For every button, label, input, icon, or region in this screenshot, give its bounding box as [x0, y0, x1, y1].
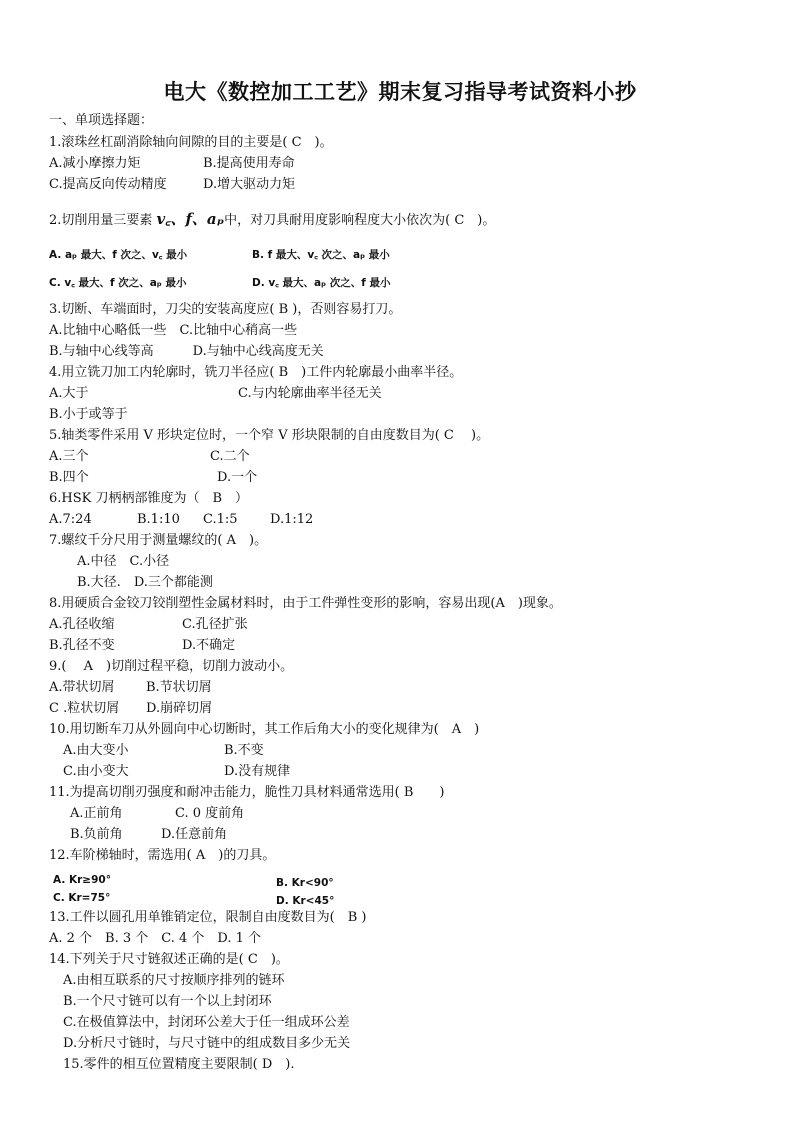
q2-stem-post: 中，对刀具耐用度影响程度大小依次为( C )。	[224, 213, 496, 228]
question-4: 4.用立铣刀加工内轮廓时，铣刀半径应( B )工件内轮廓最小曲率半径。	[49, 365, 463, 380]
q11-option-d: D.任意前角	[161, 827, 228, 842]
q6-option-c: C.1:5	[203, 512, 238, 527]
q14-option-a: A.由相互联系的尺寸按顺序排列的链环	[63, 973, 285, 988]
q2-option-d: D. v꜀ 最大、aₚ 次之、f 最小	[252, 277, 391, 289]
q8-option-a: A.孔径收缩	[49, 617, 115, 632]
q8-option-d: D.不确定	[182, 638, 236, 653]
q9-option-c: C .粒状切屑	[49, 701, 120, 716]
q14-option-b: B.一个尺寸链可以有一个以上封闭环	[63, 994, 272, 1009]
q12-option-d: D. Kr<45°	[276, 895, 335, 907]
q10-option-b: B.不变	[224, 743, 264, 758]
q10-option-a: A.由大变小	[63, 743, 129, 758]
q10-option-d: D.没有规律	[224, 764, 291, 779]
q6-option-d: D.1:12	[270, 512, 314, 527]
q14-option-c: C.在极值算法中，封闭环公差大于任一组成环公差	[63, 1015, 350, 1030]
q4-option-c: C.与内轮廓曲率半径无关	[238, 386, 382, 401]
q2-option-c: C. v꜀ 最大、f 次之、aₚ 最小	[49, 277, 187, 289]
q2-symbols: v꜀、f、aₚ	[156, 210, 225, 228]
q5-option-c: C.二个	[210, 449, 250, 464]
question-9: 9.( A )切削过程平稳，切削力波动小。	[49, 659, 294, 674]
question-15: 15.零件的相互位置精度主要限制( D ).	[63, 1057, 295, 1072]
q2-option-a: A. aₚ 最大、f 次之、v꜀ 最小	[49, 249, 188, 261]
q8-option-c: C.孔径扩张	[182, 617, 248, 632]
q6-option-a: A.7:24	[49, 512, 92, 527]
q4-option-a: A.大于	[49, 386, 89, 401]
q1-option-b: B.提高使用寿命	[203, 156, 295, 171]
question-11: 11.为提高切削刃强度和耐冲击能力，脆性刀具材料通常选用( B )	[49, 785, 445, 800]
q1-option-c: C.提高反向传动精度	[49, 177, 167, 192]
q12-option-c: C. Kr=75°	[53, 892, 111, 904]
q3-options-bd: B.与轴中心线等高 D.与轴中心线高度无关	[49, 344, 324, 359]
question-3: 3.切断、车端面时，刀尖的安装高度应( B )，否则容易打刀。	[49, 302, 402, 317]
q2-stem-pre: 2.切削用量三要素	[49, 213, 153, 228]
section-heading: 一、单项选择题：	[49, 113, 154, 128]
q9-option-d: D.崩碎切屑	[146, 701, 213, 716]
q9-option-a: A.带状切屑	[49, 680, 115, 695]
question-6: 6.HSK 刀柄柄部锥度为（ B ）	[49, 491, 249, 506]
q12-option-a: A. Kr≥90°	[53, 874, 111, 886]
q11-option-b: B.负前角	[70, 827, 123, 842]
question-2	[49, 211, 495, 229]
q11-option-c: C. 0 度前角	[175, 806, 245, 821]
q7-options-bd: B.大径. D.三个都能测	[77, 575, 213, 590]
question-7: 7.螺纹千分尺用于测量螺纹的( A )。	[49, 533, 268, 548]
question-5: 5.轴类零件采用 V 形块定位时，一个窄 V 形块限制的自由度数目为( C )。	[49, 428, 490, 443]
q10-option-c: C.由小变大	[63, 764, 129, 779]
q5-option-b: B.四个	[49, 470, 89, 485]
q7-options-ac: A.中径 C.小径	[77, 554, 170, 569]
q6-option-b: B.1:10	[137, 512, 180, 527]
q5-option-d: D.一个	[217, 470, 258, 485]
question-10: 10.用切断车刀从外圆向中心切断时，其工作后角大小的变化规律为( A )	[49, 722, 480, 737]
q2-option-b: B. f 最大、v꜀ 次之、aₚ 最小	[252, 249, 390, 261]
q9-option-b: B.节状切屑	[146, 680, 212, 695]
q1-option-d: D.增大驱动力矩	[203, 177, 296, 192]
question-12: 12.车阶梯轴时，需选用( A )的刀具。	[49, 848, 276, 863]
q5-option-a: A.三个	[49, 449, 89, 464]
page-title: 电大《数控加工工艺》期末复习指导考试资料小抄	[163, 80, 637, 104]
q13-options: A. 2 个 B. 3 个 C. 4 个 D. 1 个	[49, 931, 262, 946]
q4-option-b: B.小于或等于	[49, 407, 128, 422]
q3-options-ac: A.比轴中心略低一些 C.比轴中心稍高一些	[49, 323, 298, 338]
q11-option-a: A.正前角	[70, 806, 123, 821]
question-13: 13.工件以圆孔用单锥销定位，限制自由度数目为( B )	[49, 910, 367, 925]
q12-option-b: B. Kr<90°	[276, 877, 334, 889]
question-8: 8.用硬质合金铰刀铰削塑性金属材料时，由于工件弹性变形的影响，容易出现(A )现象。	[49, 596, 562, 611]
q8-option-b: B.孔径不变	[49, 638, 115, 653]
q1-option-a: A.减小摩擦力矩	[49, 156, 141, 171]
question-14: 14.下列关于尺寸链叙述正确的是( C )。	[49, 952, 289, 967]
question-1: 1.滚珠丝杠副消除轴向间隙的目的主要是( C )。	[49, 135, 333, 150]
q14-option-d: D.分析尺寸链时，与尺寸链中的组成数目多少无关	[63, 1036, 351, 1051]
